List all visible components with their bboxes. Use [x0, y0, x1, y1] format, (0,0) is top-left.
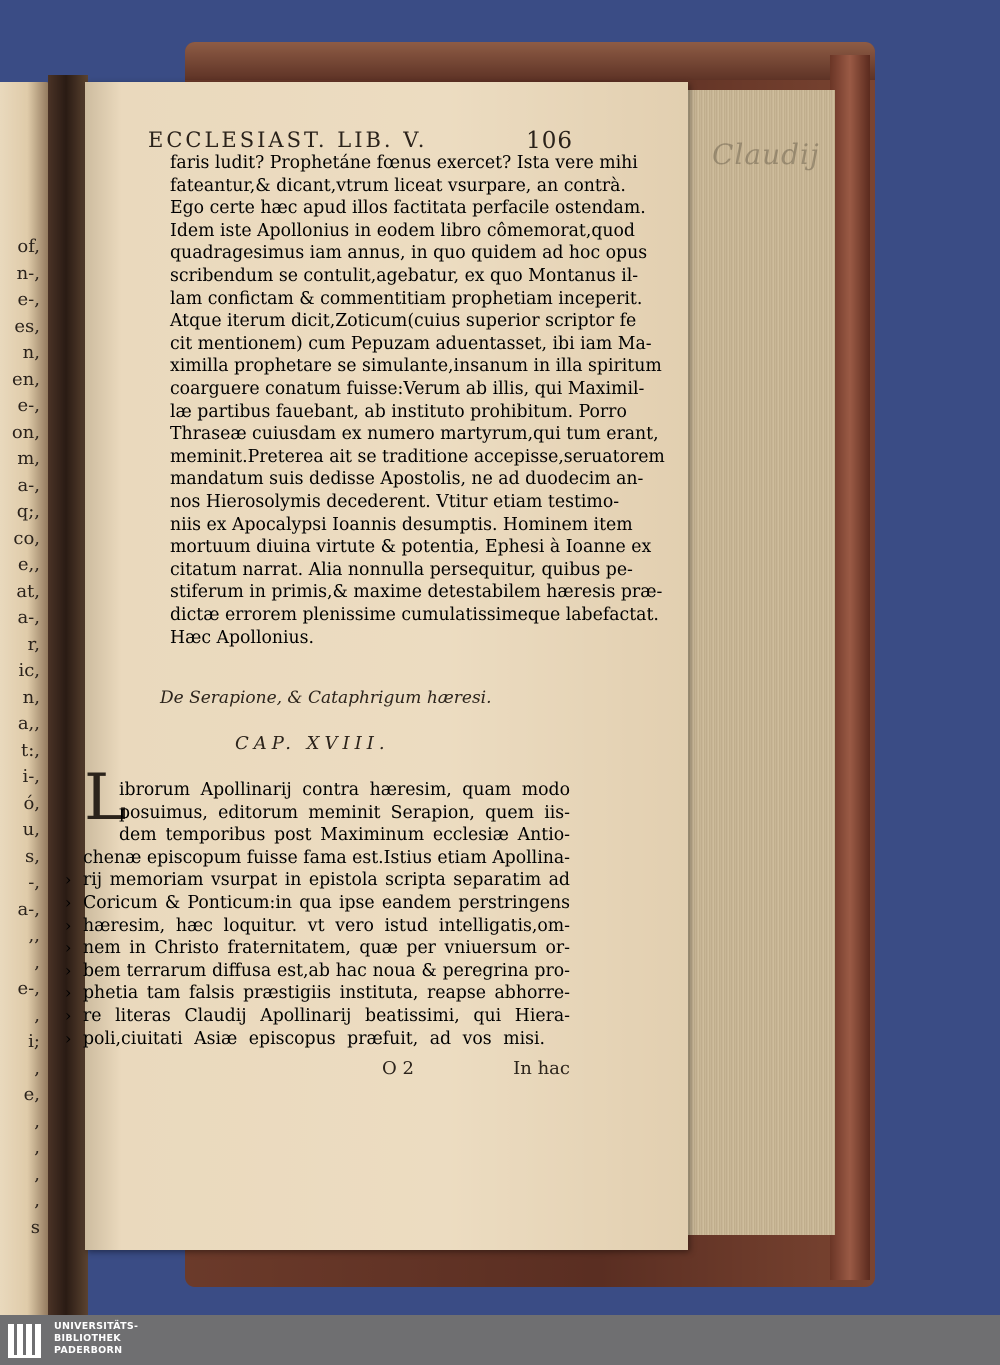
text-line: quadragesimus iam annus, in quo quidem ad hoc opus: [170, 243, 648, 264]
facing-page-fragment: co,: [13, 527, 40, 549]
facing-page-fragment: e-,: [17, 978, 40, 999]
text-line: Thraseæ cuiusdam ex numero martyrum,qui tum erant,: [170, 424, 659, 445]
quotation-mark: ›: [65, 893, 72, 912]
facing-page-fragment: i-,: [22, 766, 40, 787]
facing-page-fragment: at,: [16, 580, 40, 602]
text-line: lam confictam & commentitiam prophetiam inceperit.: [170, 288, 643, 309]
chapter-heading: CAP. XVIII.: [235, 733, 390, 754]
text-line: ximilla prophetare se simulante,insanum in illa spiritum: [170, 356, 662, 377]
text-line: [65, 1006, 570, 1026]
text-line: Ego certe hæc apud illos factitata perfacile ostendam.: [170, 198, 646, 219]
page-block-fore-edge: [683, 90, 835, 1235]
facing-page-fragment: u,: [22, 819, 40, 840]
facing-page-fragment: ,: [34, 1137, 40, 1158]
text-line: [65, 1028, 545, 1049]
library-name-line: PADERBORN: [54, 1345, 123, 1356]
text-line: [65, 983, 570, 1004]
facing-page-fragment: -,: [28, 872, 40, 893]
facing-page-fragment: on,: [11, 421, 40, 443]
gutter: [48, 75, 88, 1315]
text-line-content: ibrorum Apollinarij contra hæresim, quam modo: [119, 780, 570, 800]
facing-page-fragment: of,: [17, 236, 40, 257]
text-line-content: posuimus, editorum meminit Serapion, quem iis-: [119, 802, 570, 823]
text-line: [119, 827, 570, 844]
text-line-content: hæresim, hæc loquitur. vt vero istud intelligatis,om-: [83, 915, 570, 936]
text-line: mortuum diuina virtute & potentia, Ephesi à Ioanne ex: [170, 537, 652, 558]
cover-top-edge: [185, 42, 875, 80]
facing-page-fragment: m,: [17, 448, 40, 469]
facing-page-fragment: es,: [14, 315, 40, 337]
text-line: læ partibus fauebant, ab instituto prohibitum. Porro: [170, 401, 627, 422]
text-line-content: dem temporibus post Maximinum ecclesiæ Antio-: [119, 825, 570, 846]
text-line: Hæc Apollonius.: [170, 627, 315, 648]
facing-page-fragment: q;,: [16, 501, 40, 522]
text-line: Idem iste Apollonius in eodem libro cômemorat,quod: [170, 220, 635, 241]
text-line-content: poli,ciuitati Asiæ episcopus præfuit, ad vos misi.: [83, 1028, 545, 1049]
text-line: coarguere conatum fuisse:Verum ab illis, qui Maximil-: [170, 379, 645, 399]
text-line: fateantur,& dicant,vtrum liceat vsurpare, an contrà.: [170, 175, 626, 196]
facing-page-fragment: a-,: [17, 474, 40, 496]
running-head-title: ECCLESIAST. LIB. V.: [148, 128, 428, 152]
quotation-mark: ›: [65, 1028, 72, 1048]
text-line: dictæ errorem plenissime cumulatissimeque labefactat.: [170, 605, 659, 625]
page-number: 106: [526, 128, 573, 154]
text-line: [65, 960, 570, 981]
library-name: [54, 1321, 138, 1357]
facing-page: [0, 82, 50, 1315]
quotation-mark: ›: [65, 960, 72, 980]
catchline: [382, 1058, 570, 1084]
facing-page-fragment: ,: [34, 1057, 40, 1079]
facing-page-fragment: ic,: [18, 660, 40, 681]
drop-cap: L: [84, 761, 127, 835]
text-line: [83, 847, 571, 868]
facing-page-fragment: t:,: [20, 739, 40, 761]
facing-page-fragment: e-,: [17, 289, 40, 310]
facing-page-fragment: ,: [34, 1163, 40, 1185]
facing-page-fragment: ,: [34, 951, 40, 973]
text-line: stiferum in primis,& maxime detestabilem hæresis præ-: [170, 582, 663, 603]
facing-page-fragment: e,: [23, 1084, 40, 1105]
text-line: [119, 802, 570, 823]
facing-page-fragment: ,,: [28, 925, 40, 946]
facing-page-text-fragments: [0, 234, 40, 1241]
cover-edge-strip: [830, 55, 870, 1280]
quotation-mark: ›: [65, 1006, 72, 1025]
text-line: [65, 893, 570, 913]
facing-page-fragment: ó,: [23, 792, 40, 814]
facing-page-fragment: e-,: [17, 395, 40, 416]
text-line: citatum narrat. Alia nonnulla persequitur, quibus pe-: [170, 559, 633, 580]
text-line: nos Hierosolymis decederent. Vtitur etiam testimo-: [170, 492, 620, 512]
facing-page-fragment: a-,: [17, 898, 40, 920]
catchword: In hac: [513, 1058, 570, 1079]
facing-page-fragment: n,: [22, 342, 40, 363]
facing-page-fragment: s: [30, 1216, 40, 1238]
text-line: [65, 915, 570, 936]
text-line: faris ludit? Prophetáne fœnus exercet? Ista vere mihi: [170, 153, 638, 173]
facing-page-fragment: i;: [28, 1031, 40, 1052]
quotation-mark: ›: [65, 983, 72, 1003]
facing-page-fragment: n-,: [16, 262, 40, 284]
library-name-line: UNIVERSITÄTS-: [54, 1321, 139, 1332]
facing-page-fragment: r,: [27, 633, 40, 655]
text-line: [119, 782, 570, 799]
library-name-line: BIBLIOTHEK: [54, 1333, 121, 1344]
text-line: [65, 870, 570, 891]
footer-bar: [0, 1315, 1000, 1365]
text-line: meminit.Preterea ait se traditione accepisse,seruatorem: [170, 446, 665, 467]
library-logo-icon: [6, 1320, 48, 1362]
facing-page-fragment: ,: [34, 1004, 40, 1026]
text-line-content: rij memoriam vsurpat in epistola scripta separatim ad: [83, 870, 570, 891]
facing-page-fragment: a,,: [17, 713, 40, 734]
facing-page-fragment: e,,: [17, 554, 40, 575]
facing-page-fragment: en,: [12, 368, 40, 390]
facing-page-fragment: ,: [34, 1110, 40, 1132]
signature-mark: O 2: [382, 1058, 414, 1079]
section-heading: De Serapione, & Cataphrigum hæresi.: [160, 688, 492, 708]
text-line-content: re literas Claudij Apollinarij beatissimi, qui Hiera-: [83, 1006, 570, 1026]
text-line: Atque iterum dicit,Zoticum(cuius superior scriptor fe: [170, 311, 637, 332]
text-line-content: Coricum & Ponticum:in qua ipse eandem perstringens: [83, 893, 570, 913]
quotation-mark: ›: [65, 915, 72, 935]
text-line: cit mentionem) cum Pepuzam aduentasset, ibi iam Ma-: [170, 333, 652, 354]
text-line-content: nem in Christo fraternitatem, quæ per vniuersum or-: [83, 938, 570, 959]
text-line: scribendum se contulit,agebatur, ex quo Montanus il-: [170, 266, 639, 286]
text-line-content: phetia tam falsis præstigiis instituta, reapse abhorre-: [83, 983, 570, 1004]
quotation-mark: ›: [65, 938, 72, 958]
text-line: mandatum suis dedisse Apostolis, ne ad duodecim an-: [170, 469, 644, 490]
text-line-content: chenæ episcopum fuisse fama est.Istius etiam Apollina-: [83, 847, 571, 868]
facing-page-fragment: n,: [22, 686, 40, 708]
quotation-mark: ›: [65, 870, 72, 890]
text-line: niis ex Apocalypsi Ioannis desumptis. Hominem item: [170, 514, 633, 535]
facing-page-fragment: s,: [25, 845, 40, 867]
facing-page-fragment: ,: [34, 1190, 40, 1211]
text-line: [65, 938, 570, 959]
text-line-content: bem terrarum diffusa est,ab hac noua & peregrina pro-: [83, 960, 570, 981]
handwritten-note: Claudij: [712, 138, 820, 171]
facing-page-fragment: a-,: [17, 607, 40, 628]
